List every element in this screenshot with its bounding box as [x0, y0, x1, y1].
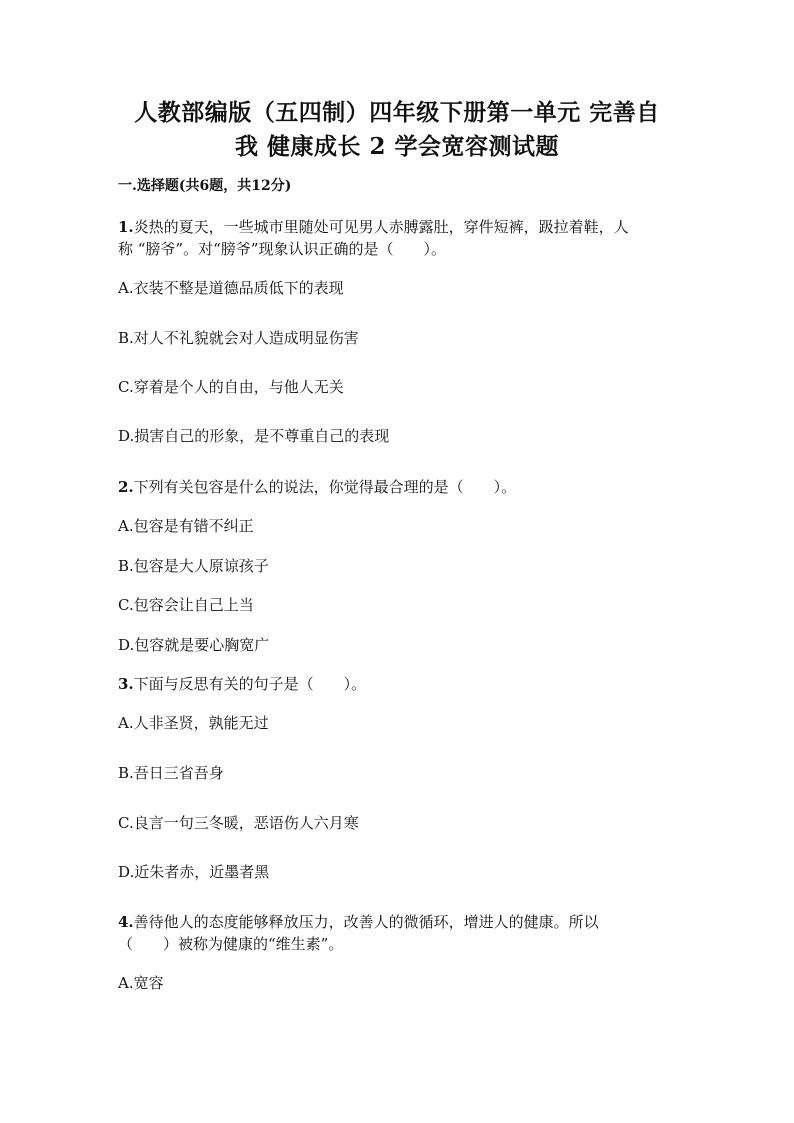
question-2-number: 2. — [118, 478, 134, 496]
question-2-stem-text: 下列有关包容是什么的说法，你觉得最合理的是（ ）。 — [133, 478, 517, 496]
question-1-option-d: D.损害自己的形象，是不尊重自己的表现 — [118, 427, 390, 445]
question-3-option-c: C.良言一句三冬暖，恶语伤人六月寒 — [118, 814, 359, 832]
question-3-option-a: A.人非圣贤，孰能无过 — [118, 714, 269, 732]
question-1-number: 1. — [118, 218, 134, 236]
question-3-option-d: D.近朱者赤，近墨者黑 — [118, 863, 270, 881]
question-3-option-b: B.吾日三省吾身 — [118, 764, 224, 782]
question-1-stem-line-2: 称 “膀爷”。对“膀爷”现象认识正确的是（ ）。 — [118, 240, 446, 258]
question-2-option-a: A.包容是有错不纠正 — [118, 517, 254, 535]
question-3-stem-line-1 — [118, 673, 678, 695]
question-1-option-c: C.穿着是个人的自由，与他人无关 — [118, 378, 344, 396]
question-1-option-b: B.对人不礼貌就会对人造成明显伤害 — [118, 329, 359, 347]
page-title-line-1: 人教部编版（五四制）四年级下册第一单元 完善自 — [134, 99, 660, 126]
question-2-stem-line-1 — [118, 476, 678, 498]
question-2-option-c: C.包容会让自己上当 — [118, 596, 254, 614]
question-2-option-b: B.包容是大人原谅孩子 — [118, 557, 269, 575]
question-2-option-d: D.包容就是要心胸宽广 — [118, 636, 270, 654]
question-4-stem-text: 善待他人的态度能够释放压力，改善人的微循环，增进人的健康。所以 — [133, 913, 599, 931]
question-3-number: 3. — [118, 675, 134, 693]
page-title-line-2: 我 健康成长 2 学会宽容测试题 — [234, 133, 560, 160]
section-heading: 一.选择题(共6题，共12分) — [118, 178, 292, 194]
question-4-option-a: A.宽容 — [118, 974, 164, 992]
question-4-stem-line-2: （ ）被称为健康的“维生素”。 — [118, 935, 344, 953]
question-1-stem-line-1 — [118, 216, 678, 238]
question-4-stem-line-1 — [118, 911, 678, 933]
question-4-number: 4. — [118, 913, 134, 931]
question-1-stem-text: 炎热的夏天，一些城市里随处可见男人赤膊露肚，穿件短裤，趿拉着鞋，人 — [133, 218, 629, 236]
question-3-stem-text: 下面与反思有关的句子是（ ）。 — [133, 675, 367, 693]
question-1-option-a: A.衣装不整是道德品质低下的表现 — [118, 279, 344, 297]
